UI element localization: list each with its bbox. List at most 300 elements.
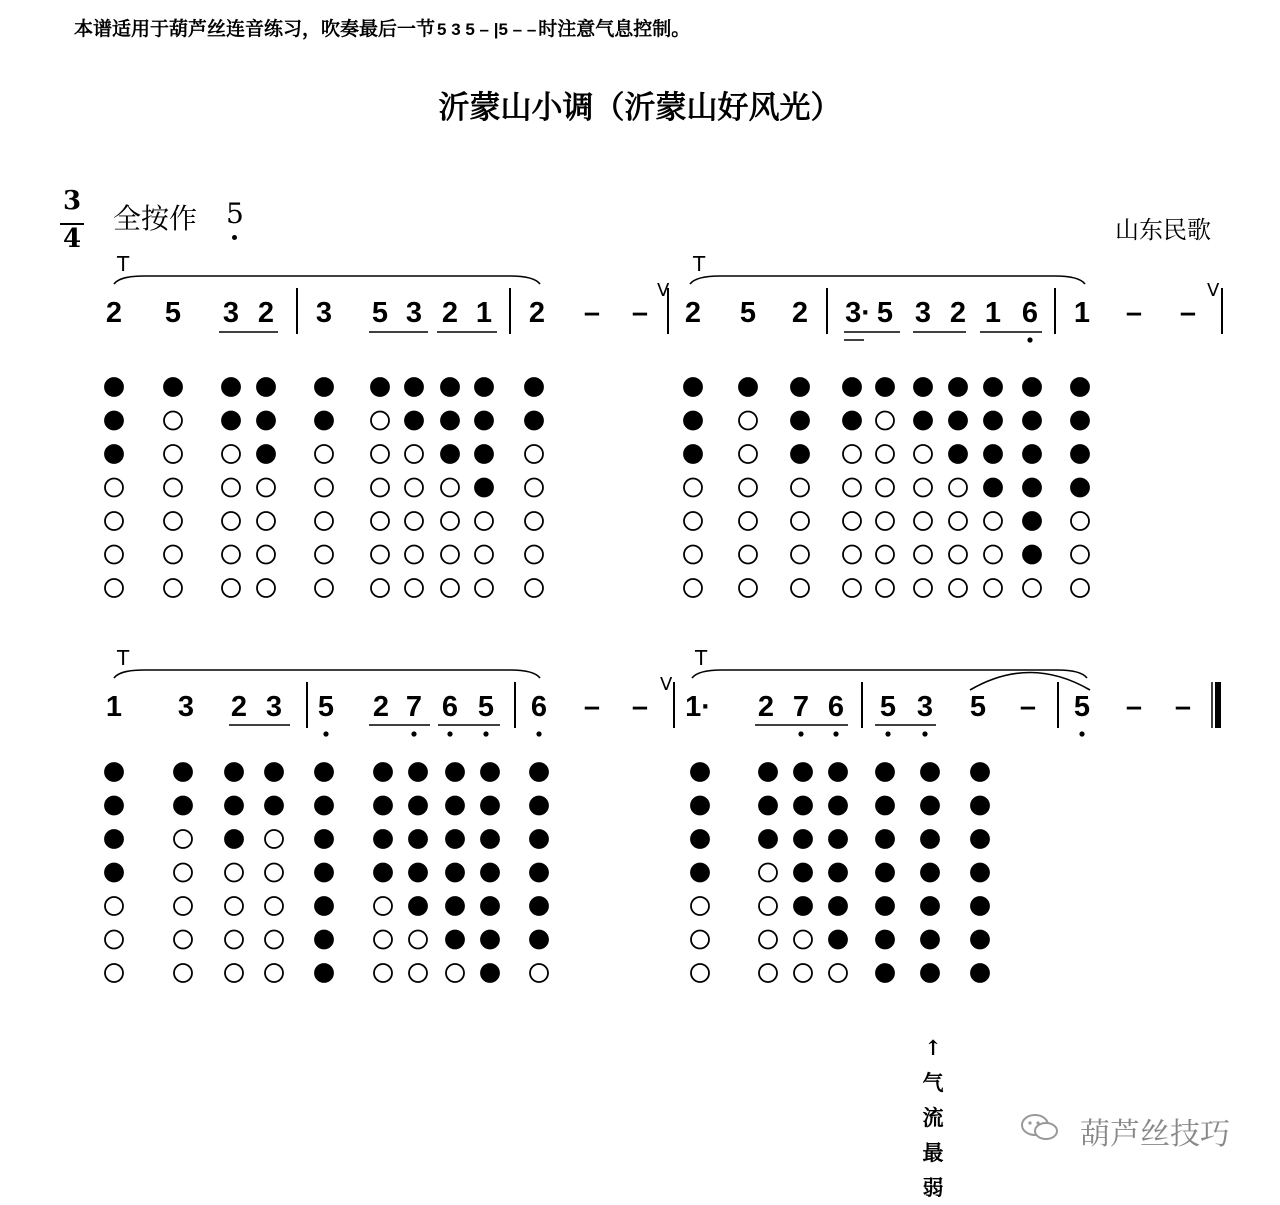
hole-open (843, 479, 861, 497)
low-octave-dot (323, 731, 328, 736)
hole-open (876, 412, 894, 430)
hole-closed (475, 479, 493, 497)
hole-open (984, 512, 1002, 530)
hole-open (759, 864, 777, 882)
hole-open (174, 897, 192, 915)
hole-closed (315, 864, 333, 882)
hole-closed (105, 864, 123, 882)
note: 2 (684, 297, 702, 329)
annotation-char: 气 (922, 1070, 944, 1095)
page-title: 沂蒙山小调（沂蒙山好风光） (438, 90, 842, 126)
hole-closed (759, 763, 777, 781)
hole-closed (164, 378, 182, 396)
hole-open (794, 931, 812, 949)
hole-closed (405, 412, 423, 430)
time-signature-bottom: 4 (62, 224, 82, 254)
low-octave-dot (411, 731, 416, 736)
low-octave-dot (1079, 731, 1084, 736)
hole-open (441, 512, 459, 530)
hole-open (225, 897, 243, 915)
key-note: 5 (226, 197, 244, 230)
hole-open (949, 546, 967, 564)
hole-open (739, 579, 757, 597)
hole-open (315, 579, 333, 597)
note: 6 (827, 691, 845, 723)
trill-mark: T (693, 252, 706, 276)
hole-closed (876, 830, 894, 848)
hole-closed (481, 897, 499, 915)
hole-open (876, 512, 894, 530)
hole-open (525, 479, 543, 497)
hole-closed (446, 864, 464, 882)
hole-closed (265, 797, 283, 815)
phrase-slur (114, 276, 540, 284)
hole-open (265, 964, 283, 982)
hole-closed (691, 830, 709, 848)
hole-open (405, 546, 423, 564)
hole-closed (984, 378, 1002, 396)
hole-closed (971, 763, 989, 781)
note: 6 (1021, 297, 1039, 329)
hole-open (914, 479, 932, 497)
hole-open (1071, 579, 1089, 597)
note: 7 (792, 691, 810, 723)
hole-closed (876, 797, 894, 815)
hole-closed (265, 763, 283, 781)
trill-mark: T (117, 252, 130, 276)
hole-open (684, 546, 702, 564)
hole-open (371, 512, 389, 530)
hole-open (475, 546, 493, 564)
hole-closed (759, 797, 777, 815)
hole-closed (105, 830, 123, 848)
hole-open (949, 479, 967, 497)
note: 2 (528, 297, 546, 329)
breath-mark: V (657, 280, 670, 301)
hole-open (739, 479, 757, 497)
hole-open (525, 579, 543, 597)
hole-open (164, 546, 182, 564)
note: 5 (317, 691, 335, 723)
hole-open (876, 445, 894, 463)
hole-closed (876, 378, 894, 396)
note: 5 (739, 297, 757, 329)
hole-closed (374, 797, 392, 815)
hole-open (265, 830, 283, 848)
hole-open (791, 512, 809, 530)
hole-closed (105, 763, 123, 781)
hole-closed (971, 897, 989, 915)
hole-open (371, 412, 389, 430)
hole-open (843, 445, 861, 463)
hole-closed (971, 864, 989, 882)
tie-slur (970, 673, 1090, 691)
hole-open (371, 546, 389, 564)
hole-closed (374, 763, 392, 781)
hole-closed (1023, 378, 1041, 396)
hole-open (791, 546, 809, 564)
low-octave-dot (798, 731, 803, 736)
note: 3 (265, 691, 283, 723)
hole-closed (315, 797, 333, 815)
hole-open (371, 479, 389, 497)
intro-suffix: 时注意气息控制。 (538, 18, 691, 40)
hole-closed (409, 830, 427, 848)
hole-closed (257, 445, 275, 463)
wechat-icon (1020, 1112, 1060, 1142)
note: 2 (791, 297, 809, 329)
phrase-slur (692, 670, 1087, 678)
hole-closed (1071, 412, 1089, 430)
hole-closed (315, 763, 333, 781)
note: 3· (845, 297, 871, 329)
hole-open (105, 546, 123, 564)
hole-closed (441, 378, 459, 396)
hole-open (984, 546, 1002, 564)
hole-open (876, 479, 894, 497)
hole-open (949, 579, 967, 597)
annotation-char: 最 (922, 1140, 944, 1165)
hole-open (225, 964, 243, 982)
note: 2 (949, 297, 967, 329)
hole-open (794, 964, 812, 982)
hole-open (691, 964, 709, 982)
note: 3 (315, 297, 333, 329)
hole-open (164, 579, 182, 597)
hole-open (525, 445, 543, 463)
hole-open (759, 931, 777, 949)
hole-open (441, 479, 459, 497)
hole-closed (481, 864, 499, 882)
hole-closed (921, 763, 939, 781)
hole-closed (876, 897, 894, 915)
hole-closed (876, 763, 894, 781)
time-signature-top: 3 (62, 186, 82, 216)
hole-open (105, 931, 123, 949)
hole-closed (971, 830, 989, 848)
low-octave-dot (483, 731, 488, 736)
hole-open (829, 964, 847, 982)
hole-closed (791, 412, 809, 430)
hole-open (265, 931, 283, 949)
low-octave-dot (833, 731, 838, 736)
hole-closed (315, 964, 333, 982)
hole-open (222, 579, 240, 597)
hole-closed (481, 931, 499, 949)
hole-open (691, 931, 709, 949)
hole-closed (1023, 445, 1041, 463)
hole-closed (876, 931, 894, 949)
hole-closed (105, 797, 123, 815)
hole-closed (481, 964, 499, 982)
hole-closed (405, 378, 423, 396)
hole-closed (794, 864, 812, 882)
hole-open (759, 964, 777, 982)
hole-closed (1023, 412, 1041, 430)
hole-closed (530, 797, 548, 815)
watermark: 葫芦丝技巧 (1080, 1117, 1230, 1152)
note: 3 (405, 297, 423, 329)
hole-open (164, 445, 182, 463)
hole-open (1071, 512, 1089, 530)
hole-open (759, 897, 777, 915)
hole-closed (759, 830, 777, 848)
hole-closed (791, 378, 809, 396)
dash-note: – (1019, 691, 1037, 723)
dash-note: – (631, 297, 649, 329)
hole-closed (794, 797, 812, 815)
hole-open (315, 512, 333, 530)
hole-open (739, 546, 757, 564)
hole-closed (1023, 512, 1041, 530)
hole-open (164, 412, 182, 430)
hole-closed (315, 830, 333, 848)
hole-open (257, 579, 275, 597)
note: 6 (530, 691, 548, 723)
note: 2 (230, 691, 248, 723)
intro-prefix: 本谱适用于葫芦丝连音练习，吹奏最后一节 (74, 18, 436, 40)
hole-open (475, 512, 493, 530)
hole-closed (739, 378, 757, 396)
hole-open (405, 579, 423, 597)
hole-closed (525, 378, 543, 396)
hole-closed (984, 412, 1002, 430)
hole-open (174, 931, 192, 949)
hole-closed (829, 830, 847, 848)
dash-note: – (631, 691, 649, 723)
hole-open (446, 964, 464, 982)
hole-closed (446, 763, 464, 781)
hole-closed (530, 897, 548, 915)
hole-closed (1023, 479, 1041, 497)
note: 5 (969, 691, 987, 723)
low-octave-dot (922, 731, 927, 736)
note: 3 (914, 297, 932, 329)
hole-closed (371, 378, 389, 396)
hole-open (374, 931, 392, 949)
note: 3 (177, 691, 195, 723)
hole-open (876, 579, 894, 597)
hole-closed (225, 830, 243, 848)
hole-closed (315, 412, 333, 430)
hole-closed (921, 864, 939, 882)
hole-open (843, 579, 861, 597)
hole-open (257, 546, 275, 564)
hole-closed (691, 797, 709, 815)
hole-open (374, 897, 392, 915)
note: 1 (1073, 297, 1091, 329)
hole-closed (794, 897, 812, 915)
hole-open (315, 479, 333, 497)
hole-closed (174, 763, 192, 781)
hole-closed (921, 897, 939, 915)
hole-open (164, 479, 182, 497)
hole-closed (409, 797, 427, 815)
note: 5 (371, 297, 389, 329)
hole-open (739, 512, 757, 530)
origin-label: 山东民歌 (1115, 216, 1211, 244)
hole-closed (446, 797, 464, 815)
hole-open (105, 512, 123, 530)
hole-closed (441, 412, 459, 430)
dash-note: – (583, 691, 601, 723)
hole-closed (315, 378, 333, 396)
hole-closed (525, 412, 543, 430)
hole-open (530, 964, 548, 982)
note: 5 (1073, 691, 1091, 723)
low-octave-dot (536, 731, 541, 736)
hole-closed (1071, 445, 1089, 463)
hole-closed (949, 445, 967, 463)
breath-mark: V (1207, 280, 1220, 301)
hole-closed (949, 412, 967, 430)
hole-closed (105, 445, 123, 463)
hole-open (684, 479, 702, 497)
hole-open (225, 931, 243, 949)
annotation-char: 流 (922, 1105, 944, 1130)
hole-closed (971, 931, 989, 949)
hole-open (1023, 579, 1041, 597)
hole-closed (914, 378, 932, 396)
hole-open (105, 964, 123, 982)
hole-open (791, 479, 809, 497)
hole-closed (876, 964, 894, 982)
hole-closed (984, 445, 1002, 463)
note: 2 (257, 297, 275, 329)
hole-closed (684, 445, 702, 463)
hole-open (105, 579, 123, 597)
hole-closed (843, 412, 861, 430)
key-label: 全按作 (113, 202, 198, 235)
hole-closed (225, 763, 243, 781)
hole-closed (921, 931, 939, 949)
hole-open (105, 897, 123, 915)
hole-open (684, 579, 702, 597)
hole-open (405, 479, 423, 497)
hole-closed (1023, 546, 1041, 564)
breath-mark: V (660, 674, 673, 695)
hole-closed (843, 378, 861, 396)
hole-closed (475, 378, 493, 396)
note: 5 (477, 691, 495, 723)
hole-closed (481, 797, 499, 815)
hole-open (791, 579, 809, 597)
hole-closed (105, 378, 123, 396)
hole-open (257, 479, 275, 497)
note: 1· (685, 691, 711, 723)
hole-closed (921, 797, 939, 815)
hole-closed (984, 479, 1002, 497)
hole-closed (374, 830, 392, 848)
hole-closed (530, 931, 548, 949)
hole-closed (829, 797, 847, 815)
hole-open (914, 546, 932, 564)
note: 3 (916, 691, 934, 723)
hole-closed (409, 897, 427, 915)
phrase-slur (114, 670, 540, 678)
hole-closed (530, 830, 548, 848)
hole-open (739, 445, 757, 463)
hole-closed (1071, 378, 1089, 396)
hole-closed (105, 412, 123, 430)
hole-closed (481, 763, 499, 781)
hole-closed (971, 964, 989, 982)
note: 2 (372, 691, 390, 723)
annotation-char: 弱 (922, 1175, 944, 1200)
hole-open (405, 512, 423, 530)
trill-mark: T (695, 646, 708, 670)
hole-open (914, 512, 932, 530)
hole-open (105, 479, 123, 497)
airflow-annotation (920, 1030, 946, 1205)
hole-closed (315, 897, 333, 915)
hole-open (371, 445, 389, 463)
note: 6 (441, 691, 459, 723)
score-row-1 (105, 252, 1222, 597)
note: 1 (475, 297, 493, 329)
hole-open (914, 579, 932, 597)
hole-closed (684, 412, 702, 430)
hole-open (315, 546, 333, 564)
hole-closed (921, 830, 939, 848)
hole-closed (691, 763, 709, 781)
note: 7 (405, 691, 423, 723)
hole-open (691, 897, 709, 915)
hole-open (371, 579, 389, 597)
low-octave-dot (1027, 337, 1032, 342)
hole-open (174, 830, 192, 848)
note: 2 (757, 691, 775, 723)
hole-closed (829, 763, 847, 781)
hole-open (222, 479, 240, 497)
dash-note: – (1125, 691, 1143, 723)
hole-open (225, 864, 243, 882)
phrase-slur (690, 276, 1085, 284)
hole-closed (257, 412, 275, 430)
dash-note: – (1125, 297, 1143, 329)
hole-closed (829, 897, 847, 915)
hole-closed (446, 830, 464, 848)
hole-open (265, 897, 283, 915)
dash-note: – (1174, 691, 1192, 723)
hole-closed (374, 864, 392, 882)
hole-closed (794, 763, 812, 781)
hole-open (475, 579, 493, 597)
hole-open (222, 512, 240, 530)
hole-closed (409, 763, 427, 781)
hole-open (949, 512, 967, 530)
hole-closed (971, 797, 989, 815)
hole-closed (829, 864, 847, 882)
hole-open (174, 864, 192, 882)
annotation-arrow-icon: ↑ (924, 1035, 942, 1060)
hole-open (843, 512, 861, 530)
hole-closed (222, 412, 240, 430)
hole-closed (530, 864, 548, 882)
note: 1 (105, 691, 123, 723)
hole-open (843, 546, 861, 564)
hole-closed (829, 931, 847, 949)
hole-open (164, 512, 182, 530)
hole-open (525, 546, 543, 564)
hole-closed (174, 797, 192, 815)
hole-closed (876, 864, 894, 882)
hole-closed (475, 445, 493, 463)
hole-open (684, 512, 702, 530)
hole-open (1071, 546, 1089, 564)
hole-open (984, 579, 1002, 597)
note: 5 (876, 297, 894, 329)
